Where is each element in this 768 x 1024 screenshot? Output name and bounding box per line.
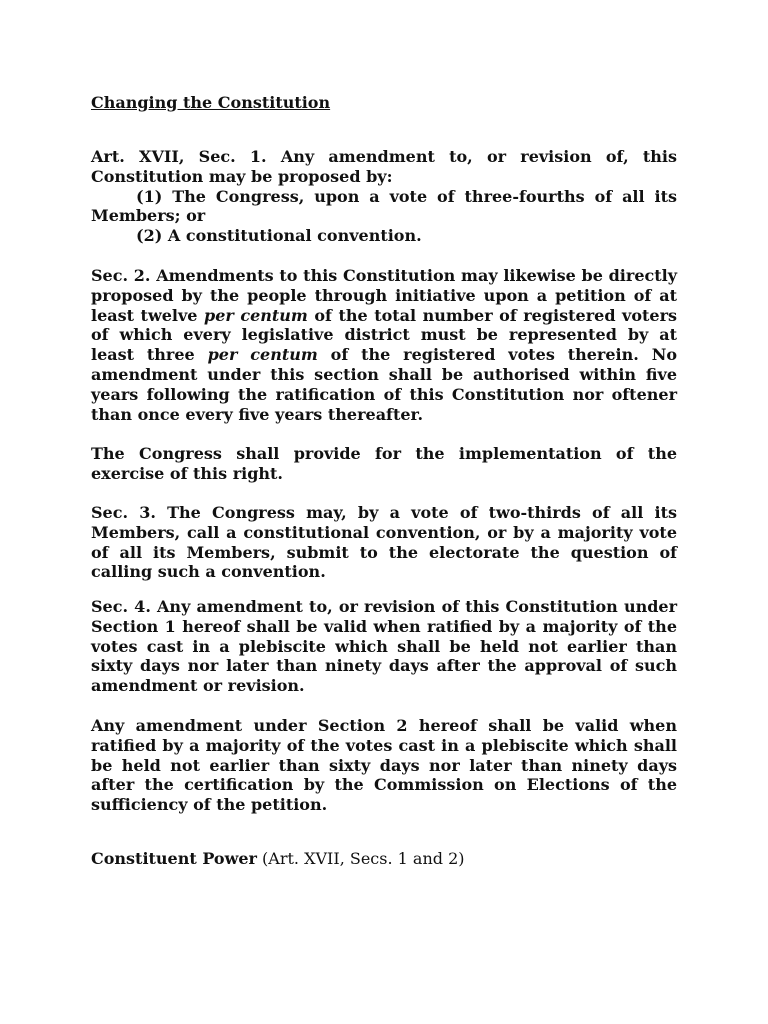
constituent-power-heading bbox=[91, 849, 465, 869]
section-2-text-part-1: Sec. 2. Amendments to this Constitution may likewise be directly proposed by the people through initiative upon a petition of at least twelve bbox=[91, 266, 677, 325]
section-4-paragraph: Sec. 4. Any amendment to, or revision of this Constitution under Section 1 hereof shall be valid when ratified by a majority of the votes cast in a plebiscite which shall be held not earlier than sixty days nor later than ninety days after the approval of such amendment or revision. bbox=[91, 597, 677, 696]
article-17-section-1 bbox=[91, 147, 677, 246]
section-4-second-paragraph: Any amendment under Section 2 hereof shall be valid when ratified by a majority of the votes cast in a plebiscite which shall be held not earlier than sixty days nor later than ninety days after the certification by the Commission on Elections of the sufficiency of the petition. bbox=[91, 716, 677, 815]
section-2-emphasis-2: per centum bbox=[207, 345, 318, 365]
page-title: Changing the Constitution bbox=[91, 93, 331, 112]
constituent-power-reference: (Art. XVII, Secs. 1 and 2) bbox=[256, 849, 465, 868]
constituent-power-label: Constituent Power bbox=[91, 849, 257, 868]
section-1-item-2: (2) A constitutional convention. bbox=[136, 226, 422, 246]
congress-implementation-paragraph: The Congress shall provide for the implementation of the exercise of this right. bbox=[91, 444, 677, 483]
section-1-item-1: (1) The Congress, upon a vote of three-fourths of all its Members; or bbox=[91, 186, 677, 226]
section-3-paragraph: Sec. 3. The Congress may, by a vote of two-thirds of all its Members, call a constitutional convention, or by a majority vote of all its Members, submit to the electorate the question of calling such a convention. bbox=[91, 503, 677, 582]
section-1-intro: Art. XVII, Sec. 1. Any amendment to, or revision of, this Constitution may be proposed by: bbox=[91, 147, 677, 186]
section-2-paragraph bbox=[91, 266, 677, 424]
section-2-text-part-3: of the registered votes therein. No amendment under this section shall be authorised within five years following the ratification of this Constitution nor oftener than once every five years thereafter. bbox=[91, 345, 677, 424]
section-2-emphasis-1: per centum bbox=[204, 305, 308, 325]
section-2-text-part-2: of the total number of registered voters of which every legislative district must be represented by at least three bbox=[91, 305, 678, 365]
